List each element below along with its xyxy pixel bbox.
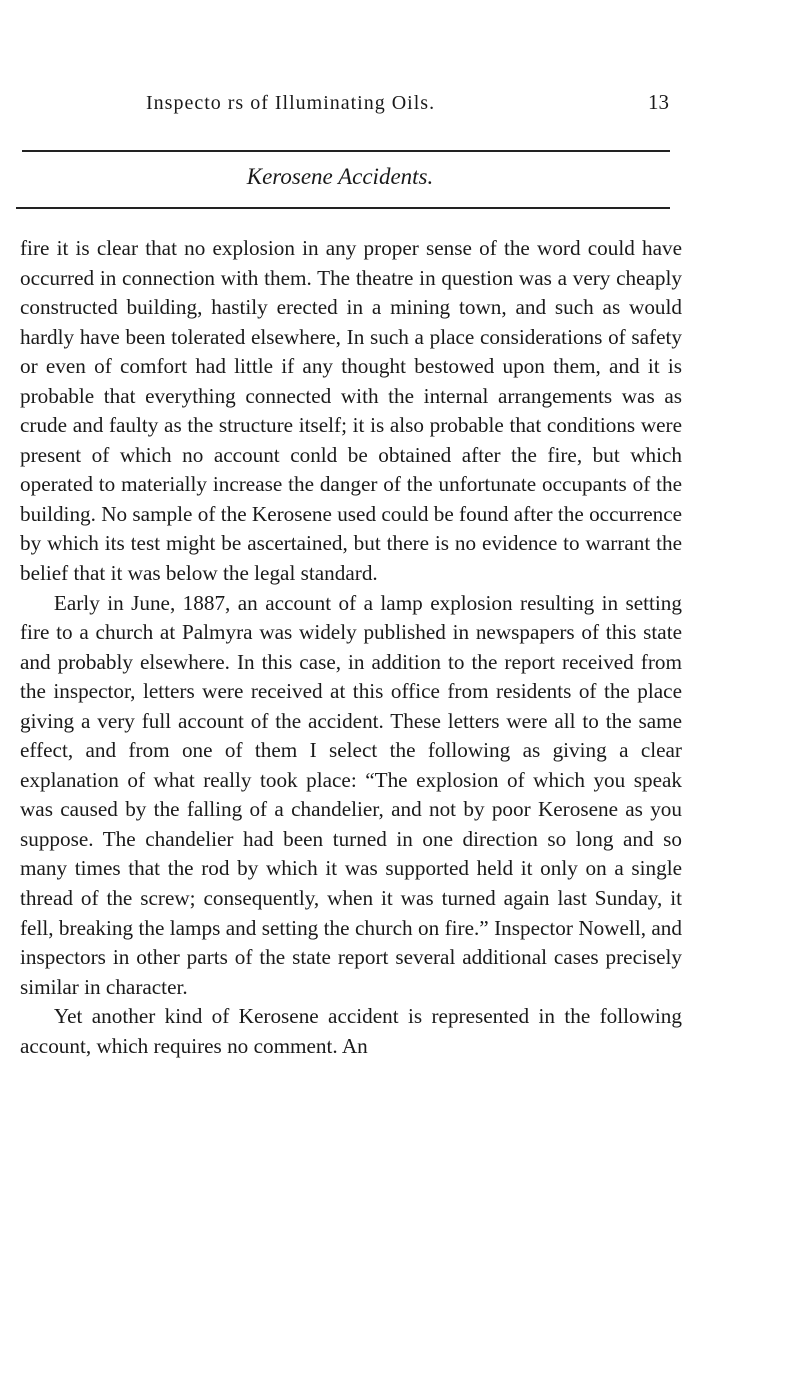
paragraph-1: fire it is clear that no explosion in any proper sense of the word could have occurred in connection with them. The theatre in question was a very cheaply constructed building, hastily erected in a mining town, and such as would hardly have been tolerated elsewhere, In such a place considerations of safety or even of comfort had little if any thought bestowed upon them, and it is probable that everything connected with the internal arrangements was as crude and faulty as the structure itself; it is also probable that conditions were present of which no account conld be obtained after the fire, but which operated to materially increase the danger of the unfortunate occupants of the building. No sample of the Kerosene used could be found after the occurrence by which its test might be ascertained, but there is no evidence to warrant the belief that it was below the legal standard. (20, 236, 682, 586)
paragraph-3: Yet another kind of Kerosene accident is represented in the following account, which requires no comment. An (20, 1004, 682, 1058)
paragraph-2: Early in June, 1887, an account of a lamp explosion resulting in setting fire to a church at Palmyra was widely published in newspapers of this state and probably elsewhere. In this case, in addition to the report received from the inspector, letters were received at this office from residents of the place giving a very full account of the accident. These letters were all to the same effect, and from one of them I select the following as giving a clear explanation of what really took place: “The explosion of which you speak was caused by the falling of a chandelier, and not by poor Kerosene as you suppose. The chandelier had been turned in one direction so long and so many times that the rod by which it was supported held it only on a single thread of the screw; consequently, when it was turned again last Sunday, it fell, breaking the lamps and setting the church on fire.” Inspector Nowell, and inspectors in other parts of the state report several additional cases precisely similar in character. (20, 590, 682, 999)
section-title: Kerosene Accidents. (246, 164, 434, 189)
body-text (20, 234, 682, 1061)
running-title: Inspecto rs of Illuminating Oils. (146, 92, 436, 114)
header-rule-bottom (16, 207, 670, 209)
header-rule-top (22, 150, 670, 152)
running-head (0, 88, 797, 122)
page-number: 13 (648, 90, 669, 114)
